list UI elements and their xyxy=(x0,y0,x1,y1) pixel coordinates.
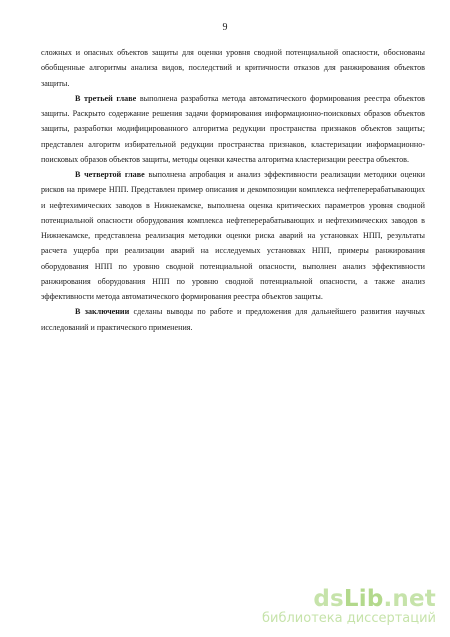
paragraph-continuation xyxy=(41,45,425,91)
watermark-subtitle: библиотека диссертаций xyxy=(262,611,436,626)
paragraph-text: выполнена апробация и анализ эффективности реализации методики оценки рисков на примере НПП. Представлен пример описания и декомпозиции комплекса нефтеперерабатывающих и нефтехимических заводов в Нижнекамске, выполнена оценка критических параметров уровня сводной потенциальной опасности оборудования комплекса нефтеперерабатывающих и нефтехимических заводов в Нижнекамске, представлена реализация методики оценки риска аварий на установках НПП, результаты расчета ущерба при реализации аварий на исследуемых установках НПП, примеры ранжирования оборудования НПП по уровню сводной потенциальной опасности, выполнен анализ эффективности ранжирования оборудования НПП по уровню сводной потенциальной опасности, а также анализ эффективности метода автоматического формирования реестра объектов защиты. xyxy=(41,170,425,301)
paragraph-lead: В четвертой главе xyxy=(75,170,145,179)
paragraph-text: сделаны выводы по работе и предложения для дальнейшего развития научных исследований и практического применения. xyxy=(41,307,425,332)
paragraph-chapter-4 xyxy=(41,167,425,304)
page-number: 9 xyxy=(222,22,228,33)
dslib-logo: dsLib.net xyxy=(313,586,436,612)
paragraph-text: сложных и опасных объектов защиты для оценки уровня сводной потенциальной опасности, обоснованы обобщенные алгоритмы анализа видов, последствий и критичности отказов для ранжирования объектов защиты. xyxy=(41,48,425,88)
paragraph-lead: В заключении xyxy=(75,307,130,317)
body-text xyxy=(41,45,425,335)
paragraph-chapter-3 xyxy=(41,91,425,167)
paragraph-text: выполнена разработка метода автоматического формирования реестра объектов защиты. Раскрыто содержание решения задачи формирования информационно-поисковых образов объектов защиты, разработки модифицированного алгоритма редукции пространства признаков объектов защиты; представлен алгоритм избирательной редукции пространства признаков, кластеризации информационно-поисковых образов объектов защиты, методы оценки качества алгоритма кластеризации реестра объектов. xyxy=(41,93,425,164)
dslib-watermark xyxy=(262,587,436,626)
paragraph-conclusion xyxy=(41,304,425,335)
paragraph-lead: В третьей главе xyxy=(75,93,137,103)
